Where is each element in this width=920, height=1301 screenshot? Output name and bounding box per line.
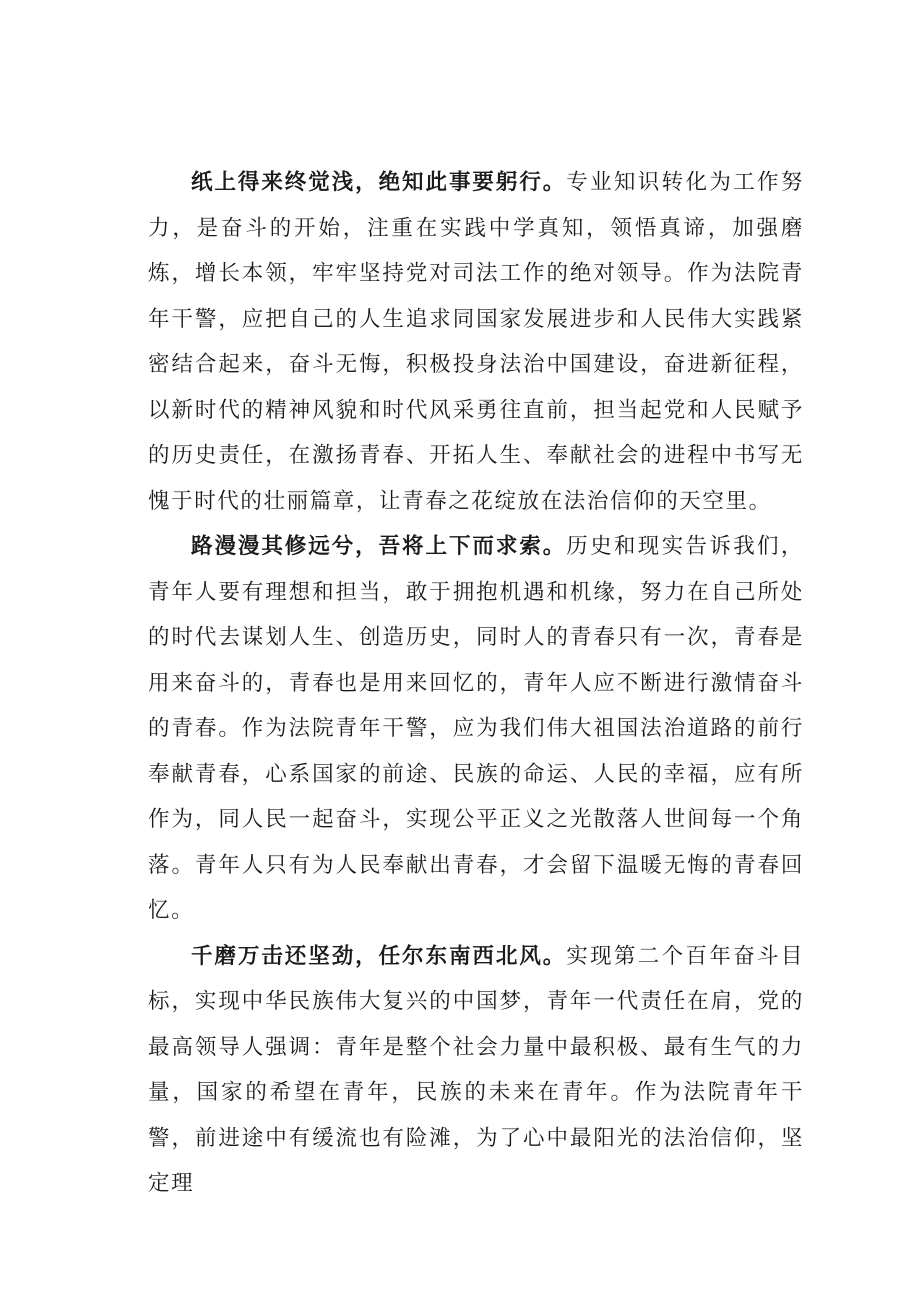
paragraph-1-lead: 纸上得来终觉浅，绝知此事要躬行。: [191, 170, 567, 195]
paragraph-2-lead: 路漫漫其修远兮，吾将上下而求索。: [191, 534, 567, 559]
paragraph-2-body: 历史和现实告诉我们，青年人要有理想和担当，敢于拥抱机遇和机缘，努力在自己所处的时代去谋划人生、创造历史，同时人的青春只有一次，青春是用来奋斗的，青春也是用来回忆的，青年人应不断进行激情奋斗的青春。作为法院青年干警，应为我们伟大祖国法治道路的前行奉献青春，心系国家的前途、民族的命运、人民的幸福，应有所作为，同人民一起奋斗，实现公平正义之光散落人世间每一个角落。青年人只有为人民奉献出青春，才会留下温暖无悔的青春回忆。: [148, 534, 804, 923]
paragraph-3: [148, 934, 804, 1207]
paragraph-2: [148, 524, 804, 934]
paragraph-1-body: 专业知识转化为工作努力，是奋斗的开始，注重在实践中学真知，领悟真谛，加强磨炼，增长本领，牢牢坚持党对司法工作的绝对领导。作为法院青年干警，应把自己的人生追求同国家发展进步和人民伟大实践紧密结合起来，奋斗无悔，积极投身法治中国建设，奋进新征程，以新时代的精神风貌和时代风采勇往直前，担当起党和人民赋予的历史责任，在激扬青春、开拓人生、奉献社会的进程中书写无愧于时代的壮丽篇章，让青春之花绽放在法治信仰的天空里。: [148, 170, 804, 514]
paragraph-3-lead: 千磨万击还坚劲，任尔东南西北风。: [191, 943, 567, 969]
document-page: [148, 160, 804, 1207]
paragraph-1: [148, 160, 804, 524]
paragraph-3-body: 实现第二个百年奋斗目标，实现中华民族伟大复兴的中国梦，青年一代责任在肩，党的最高领导人强调：青年是整个社会力量中最积极、最有生气的力量，国家的希望在青年，民族的未来在青年。作为法院青年干警，前进途中有缓流也有险滩，为了心中最阳光的法治信仰，坚定理: [148, 943, 804, 1196]
